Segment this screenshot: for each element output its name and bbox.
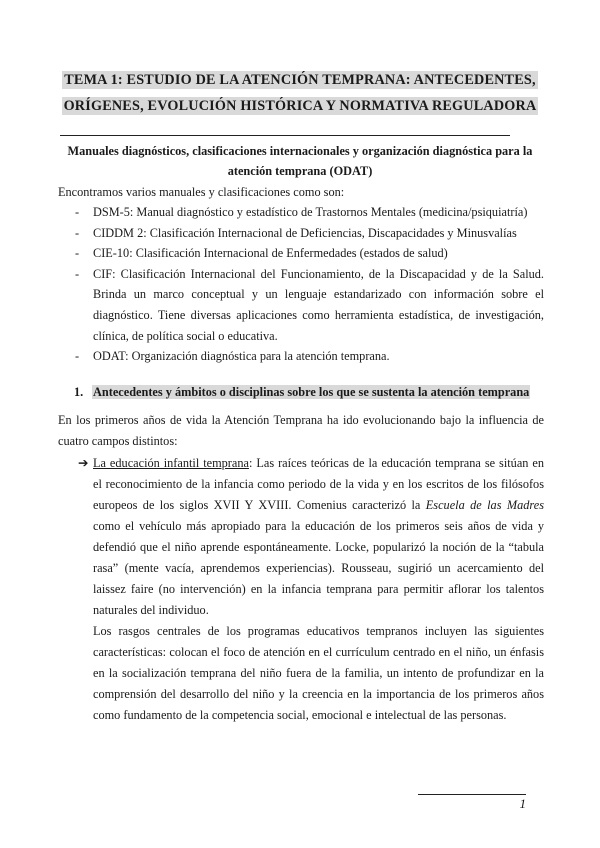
title-divider [60, 135, 510, 136]
arrow-bullet-icon: ➔ [78, 456, 89, 470]
intro-paragraph: Encontramos varios manuales y clasificaciones como son: [58, 185, 345, 199]
bullet-text-b: como el vehículo más apropiado para la educación de los primeros seis años de vida y defendió que el niño aprende espontáneamente. Locke, popularizó la noción de la “tabula rasa” (mente vacía, aprendemos experiencias). Rousseau, sugirió un acercamiento del laissez faire (no intervención) en la infancia temprana para permitir aflorar los talentos naturales del individuo. [93, 519, 544, 617]
list-item-text: ODAT: Organización diagnóstica para la atención temprana. [93, 349, 390, 364]
bullet-label: La educación infantil temprana [93, 456, 249, 470]
manuals-list [58, 202, 544, 367]
list-item [58, 243, 544, 264]
document-title [58, 67, 542, 119]
bullet-paragraph-1 [93, 453, 544, 621]
section-heading [74, 382, 544, 402]
list-item [58, 346, 544, 367]
title-line-1: TEMA 1: ESTUDIO DE LA ATENCIÓN TEMPRANA: ANTECEDENTES, [64, 72, 536, 88]
dash-bullet: - [75, 349, 80, 364]
bullet-item-body [93, 453, 544, 726]
list-item-text: DSM-5: Manual diagnóstico y estadístico de Trastornos Mentales (medicina/psiquiatría) [93, 205, 528, 219]
dash-bullet: - [75, 266, 80, 281]
section-number: 1. [74, 385, 84, 399]
dash-bullet: - [75, 205, 80, 219]
bullet-paragraph-2: Los rasgos centrales de los programas educativos tempranos incluyen las siguientes características: colocan el foco de atención en el currículum centrado en el niño, un énfasis en la socialización temprana del niño fuera de la familia, un intento de profundizar en la comprensión del desarrollo del niño y la creencia en la importancia de los primeros años como fundamento de la competencia social, emocional e intelectual de las personas. [93, 624, 544, 722]
section-heading-text: Antecedentes y ámbitos o disciplinas sobre los que se sustenta la atención temprana [93, 385, 530, 399]
list-item-text: CIDDM 2: Clasificación Internacional de Deficiencias, Discapacidades y Minusvalías [93, 225, 517, 240]
footer-divider [418, 794, 526, 795]
bullet-text-a: Las raíces teóricas de la educación temprana se sitúan en el reconocimiento de la infancia como periodo de la vida y en los escritos de los filósofos europeos de los siglos XVII Y XVIII. Comenius caracterizó la [93, 456, 544, 512]
section-intro: En los primeros años de vida la Atención Temprana ha ido evolucionando bajo la influencia de cuatro campos distintos: [58, 413, 544, 448]
bullet-italic: Escuela de las Madres [425, 498, 545, 512]
list-item-text: CIF: Clasificación Internacional del Funcionamiento, de la Discapacidad y de la Salud. Brinda un marco conceptual y un lenguaje estandarizado con información sobre el diagnóstico. Tiene diversas aplicaciones como herramienta estadística, de investigación, clínica, de política social o educativa. [93, 266, 544, 343]
list-item [58, 264, 544, 346]
dash-bullet: - [75, 246, 80, 261]
bullet-colon: : [248, 456, 253, 470]
title-line-2: ORÍGENES, EVOLUCIÓN HISTÓRICA Y NORMATIVA REGULADORA [63, 98, 537, 114]
section-subtitle [58, 141, 542, 181]
page-number: 1 [519, 796, 526, 811]
subtitle-line-2: atención temprana (ODAT) [227, 164, 373, 178]
list-item [58, 223, 544, 244]
dash-bullet: - [75, 225, 80, 240]
list-item [58, 202, 544, 223]
list-item-text: CIE-10: Clasificación Internacional de Enfermedades (estados de salud) [93, 246, 448, 261]
subtitle-line-1: Manuales diagnósticos, clasificaciones internacionales y organización diagnóstica para la [67, 144, 533, 158]
